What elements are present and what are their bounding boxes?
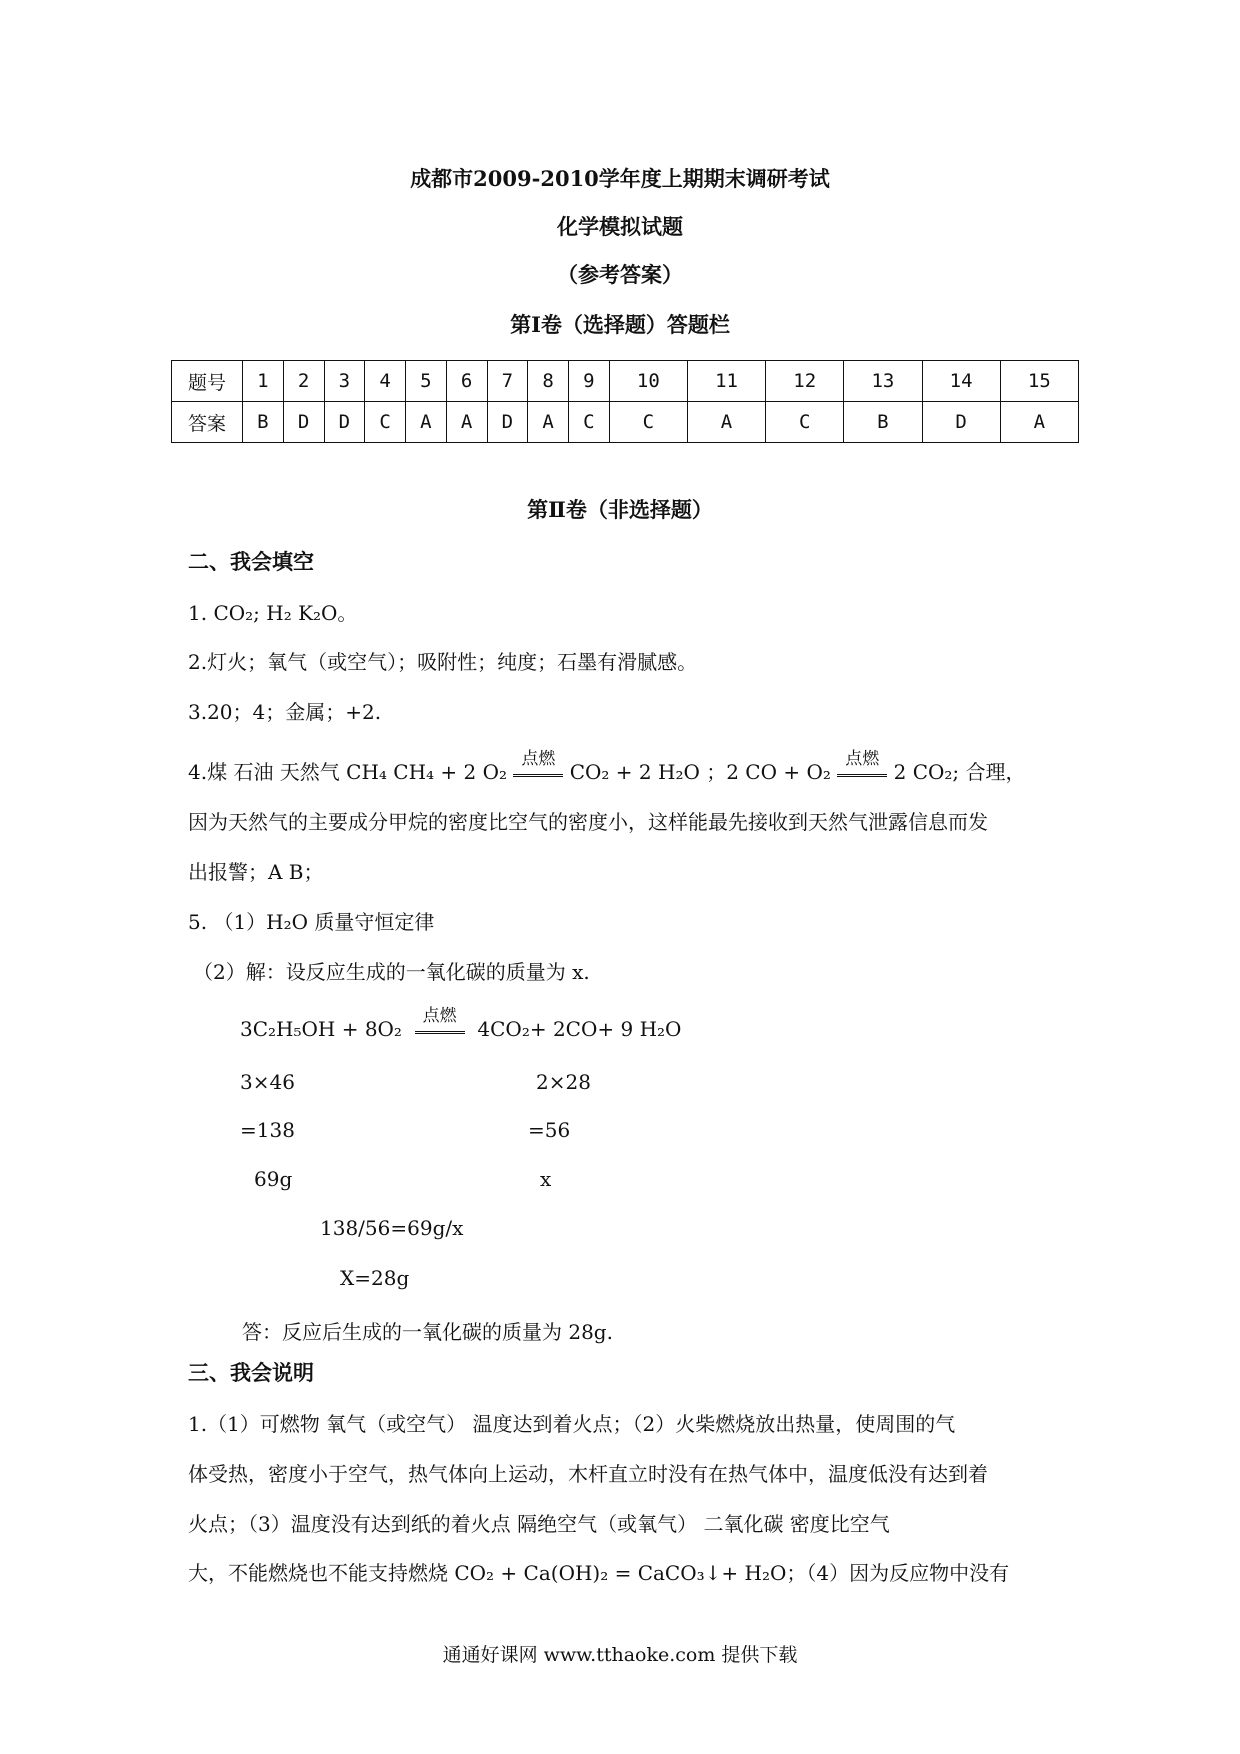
calc-line: =56	[528, 1118, 571, 1142]
section-two-title: 第Ⅱ卷（非选择题）	[527, 497, 713, 522]
part3-heading: 三、我会说明	[188, 1360, 314, 1385]
calc-line: 2×28	[536, 1070, 591, 1094]
question-number-cell: 13	[844, 361, 922, 402]
question-number-cell: 9	[569, 361, 610, 402]
question-number-cell: 6	[446, 361, 487, 402]
answer-line: 大，不能燃烧也不能支持燃烧 CO₂ + Ca(OH)₂ = CaCO₃↓+ H₂O；（4）因为反应物中没有	[188, 1561, 1010, 1585]
table-row	[172, 361, 1079, 402]
conclusion-line: 答：反应后生成的一氧化碳的质量为 28g.	[242, 1320, 613, 1344]
calc-line: X=28g	[340, 1266, 410, 1290]
answer-line: 5. （1）H₂O 质量守恒定律	[188, 910, 435, 934]
answer-line	[188, 749, 1026, 785]
table-row	[172, 402, 1079, 443]
row-label: 答案	[172, 402, 243, 443]
answer-cell: C	[569, 402, 610, 443]
q4-part-c: 2 CO₂; 合理，	[893, 760, 1026, 784]
answer-cell: C	[365, 402, 406, 443]
question-number-cell: 8	[528, 361, 569, 402]
doc-subtitle: 化学模拟试题	[557, 214, 683, 239]
reaction-arrow	[415, 1006, 465, 1041]
answer-cell: C	[766, 402, 844, 443]
answer-table	[171, 360, 1079, 443]
question-number-cell: 14	[922, 361, 1000, 402]
calc-line: =138	[240, 1118, 295, 1142]
answer-line: 3.20；4；金属；+2.	[188, 700, 382, 724]
answer-cell: B	[243, 402, 284, 443]
calc-line: x	[540, 1167, 552, 1191]
answer-cell: D	[283, 402, 324, 443]
answer-line: （2）解：设反应生成的一氧化碳的质量为 x.	[193, 960, 590, 984]
question-number-cell: 2	[283, 361, 324, 402]
answer-line: 因为天然气的主要成分甲烷的密度比空气的密度小，这样能最先接收到天然气泄露信息而发	[188, 810, 988, 834]
reaction-arrow	[837, 749, 887, 784]
footer-credit: 通通好课网 www.tthaoke.com 提供下载	[442, 1644, 798, 1666]
question-number-cell: 3	[324, 361, 365, 402]
answer-cell: A	[1000, 402, 1078, 443]
reaction-condition: 点燃	[422, 1006, 457, 1026]
question-number-cell: 12	[766, 361, 844, 402]
question-number-cell: 10	[609, 361, 687, 402]
question-number-cell: 5	[406, 361, 447, 402]
answer-cell: B	[844, 402, 922, 443]
answer-cell: A	[528, 402, 569, 443]
question-number-cell: 15	[1000, 361, 1078, 402]
calc-line: 3×46	[240, 1070, 295, 1094]
answer-line: 2.灯火；氧气（或空气）；吸附性；纯度；石墨有滑腻感。	[188, 650, 698, 674]
answer-cell: D	[487, 402, 528, 443]
calc-line: 138/56=69g/x	[320, 1216, 464, 1240]
equation-right: 4CO₂+ 2CO+ 9 H₂O	[477, 1017, 682, 1041]
question-number-cell: 11	[687, 361, 765, 402]
answer-cell: A	[446, 402, 487, 443]
row-label: 题号	[172, 361, 243, 402]
reaction-condition: 点燃	[845, 749, 880, 769]
answer-line: 火点；（3）温度没有达到纸的着火点 隔绝空气（或氧气） 二氧化碳 密度比空气	[188, 1512, 890, 1536]
answer-line: 体受热，密度小于空气，热气体向上运动，木杆直立时没有在热气体中，温度低没有达到着	[188, 1462, 988, 1486]
part2-heading: 二、我会填空	[188, 549, 314, 574]
answer-cell: A	[687, 402, 765, 443]
q4-part-b: CO₂ + 2 H₂O ；2 CO + O₂	[569, 760, 831, 784]
q4-part-a: 4.煤 石油 天然气 CH₄ CH₄ + 2 O₂	[188, 760, 508, 784]
chemical-equation	[240, 1006, 682, 1041]
calc-line: 69g	[254, 1167, 293, 1191]
answer-cell: C	[609, 402, 687, 443]
answer-line: 1.（1）可燃物 氧气（或空气） 温度达到着火点；（2）火柴燃烧放出热量，使周围的气	[188, 1412, 956, 1436]
doc-ref-label: （参考答案）	[557, 262, 683, 287]
question-number-cell: 7	[487, 361, 528, 402]
answer-line: 出报警；A B；	[188, 860, 324, 884]
answer-cell: A	[406, 402, 447, 443]
question-number-cell: 1	[243, 361, 284, 402]
doc-title: 成都市2009-2010学年度上期期末调研考试	[410, 166, 830, 191]
answer-cell: D	[922, 402, 1000, 443]
answer-cell: D	[324, 402, 365, 443]
answer-line: 1. CO₂; H₂ K₂O。	[188, 601, 358, 625]
equation-left: 3C₂H₅OH + 8O₂	[240, 1017, 402, 1041]
reaction-arrow	[513, 749, 563, 784]
section-one-title: 第Ⅰ卷（选择题）答题栏	[510, 312, 730, 337]
question-number-cell: 4	[365, 361, 406, 402]
reaction-condition: 点燃	[521, 749, 556, 769]
